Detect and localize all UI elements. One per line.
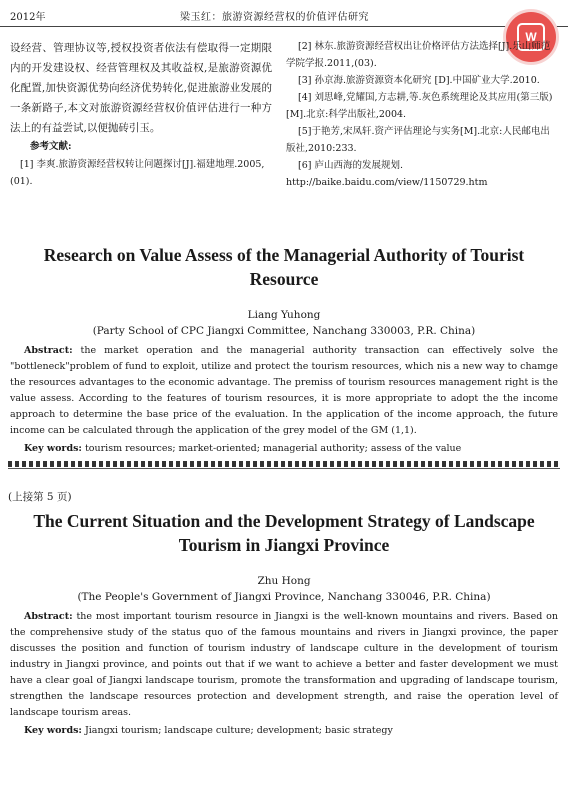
section-divider <box>8 461 560 467</box>
article-title <box>10 509 558 557</box>
right-column <box>286 38 558 191</box>
reference-item: [6] 庐山西海的发展规划. http://baike.baidu.com/view/1150729.htm <box>286 160 488 188</box>
abstract-text: the market operation and the managerial authority transaction can effectively solve the "bottleneck"problem of fund to exploit, utilize and protect the tourism resources, which nis a new way to chamge the resources advantages to the economic advantage. The premiss of tourism resources management right is the value assess. According to the features of tourism resources, it is more appropriate to adopt the the income approach to determine the base price of the evaluation. In the application of the income approach, the future income can be calculated through the application of the grey model of the GM (1,1). <box>10 345 558 436</box>
author-affiliation: (Party School of CPC Jiangxi Committee, Nanchang 330003, P.R. China) <box>92 325 476 337</box>
article-abstract-1 <box>10 243 558 457</box>
running-header <box>0 0 568 27</box>
reference-item: [5]于艳芳,宋凤轩.资产评估理论与实务[M].北京:人民邮电出版社,2010:233. <box>286 126 550 154</box>
abstract <box>10 343 558 439</box>
abstract <box>10 609 558 721</box>
author-affiliation: (The People's Government of Jiangxi Province, Nanchang 330046, P.R. China) <box>77 591 491 603</box>
keywords <box>10 441 558 457</box>
continued-note: (上接第 5 页) <box>8 491 72 503</box>
body-paragraph: 设经营、管理协议等,授权投资者依法有偿取得一定期限内的开发建设权、经营管理权及其收益权,是旅游资源优化配置,加快资源优势向经济优势转化,促进旅游业发展的一条新路子,本文对旅游资源经营权价值评估进行一种方法上的有益尝试,以便抛砖引玉。 <box>10 42 272 134</box>
title-line-2: Tourism in Jiangxi Province <box>178 535 390 555</box>
section-divider-line <box>8 468 560 469</box>
author-name: Zhu Hong <box>257 575 311 587</box>
reference-item: [3] 孙京海.旅游资源资本化研究 [D].中国矿业大学.2010. <box>298 75 540 86</box>
title-line-1: Research on Value Assess of the Managerial Authority of Tourist <box>43 245 525 265</box>
title-line-1: The Current Situation and the Development Strategy of Landscape <box>33 511 535 531</box>
reference-item: [2] 林东.旅游资源经营权出让价格评估方法选择[J].乐山师范学院学报.2011,(03). <box>286 41 551 69</box>
author-name: Liang Yuhong <box>247 309 321 321</box>
header-year: 2012年 <box>10 12 46 23</box>
reference-item: [4] 刘思峰,党耀国,方志耕,等.灰色系统理论及其应用(第三版)[M].北京:科学出版社,2004. <box>286 92 553 120</box>
title-line-2: Resource <box>249 269 319 289</box>
references-title: 参考文献: <box>30 141 72 152</box>
keywords-text: tourism resources; market-oriented; managerial authority; assess of the value <box>81 443 462 454</box>
header-running-title: 梁玉红：旅游资源经营权的价值评估研究 <box>180 12 369 23</box>
keywords-label: Key words: <box>24 725 82 736</box>
keywords <box>10 723 558 739</box>
app-badge-glyph: W <box>517 23 545 51</box>
left-column <box>10 38 272 190</box>
abstract-text: the most important tourism resource in Jiangxi is the well-known mountains and rivers. Based on the comprehensive study of the status quo of the famous mountains and rivers in Jiangxi province, the paper discusses the position and function of tourism industry of landscape culture in the development of tourism industry in Jiangxi province, and points out that if we want to achieve a better and faster development we must have a clear goal of Jiangxi landscape tourism, promote the transformation and upgrading of landscape tourism, strengthen the landscape resources protection and development strength, and raise the operation level of landscape tourism areas. <box>10 611 558 718</box>
keywords-label: Key words: <box>24 443 82 454</box>
article-abstract-2 <box>10 487 558 739</box>
reference-item: [1] 李爽.旅游资源经营权转让问题探讨[J].福建地理.2005,(01). <box>10 159 265 187</box>
abstract-label: Abstract: <box>24 345 73 356</box>
article-title <box>10 243 558 291</box>
abstract-label: Abstract: <box>24 611 73 622</box>
keywords-text: Jiangxi tourism; landscape culture; development; basic strategy <box>81 725 393 736</box>
